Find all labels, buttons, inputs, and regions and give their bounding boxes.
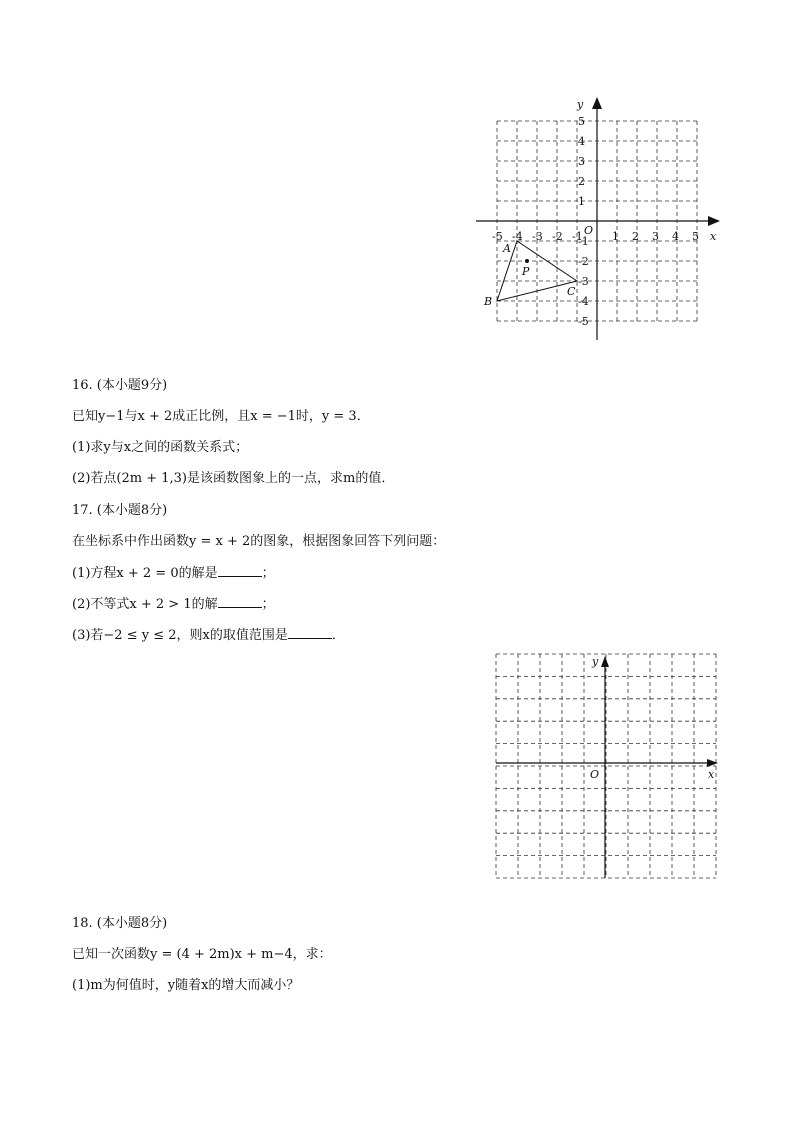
point-a-label: A — [503, 242, 511, 255]
q16-part1: (1)求y与x之间的函数关系式； — [72, 440, 249, 455]
x-tick-label: 5 — [692, 230, 699, 243]
q18-stem: 已知一次函数y = (4 + 2m)x + m−4，求： — [72, 947, 332, 962]
axes-2 — [496, 664, 712, 878]
x-tick-label: 3 — [652, 230, 659, 243]
y-tick-label: -3 — [578, 275, 589, 288]
y-axis-2-arrow — [601, 656, 609, 667]
y-tick-label: 3 — [578, 155, 585, 168]
x-tick-label: 4 — [672, 230, 679, 243]
q18-part1: (1)m为何值时，y随着x的增大而减小？ — [72, 978, 300, 993]
x-tick-label: -5 — [492, 230, 503, 243]
q17-part2-end: ； — [261, 597, 275, 612]
grid-2 — [496, 654, 716, 878]
origin-2-label: O — [590, 768, 600, 781]
q17-stem: 在坐标系中作出函数y = x + 2的图象，根据图象回答下列问题： — [72, 534, 446, 549]
x-axis-2-label: x — [708, 768, 715, 781]
y-tick-label: -4 — [578, 295, 589, 308]
y-tick-label: 1 — [578, 195, 585, 208]
x-tick-label: -3 — [532, 230, 543, 243]
x-axis-label: x — [710, 230, 717, 243]
y-axis-2-label: y — [592, 655, 599, 668]
q17-part2-text: (2)不等式x + 2 > 1的解 — [72, 597, 218, 612]
y-axis-label: y — [577, 98, 584, 111]
y-tick-label: 2 — [578, 175, 585, 188]
q16-stem: 已知y−1与x + 2成正比例，且x = −1时，y = 3． — [72, 409, 370, 424]
q16-heading: 16. (本小题9分) — [72, 378, 168, 393]
q16-part2: (2)若点(2m + 1,3)是该函数图象上的一点，求m的值． — [72, 471, 395, 486]
y-tick-label: -1 — [578, 235, 589, 248]
x-tick-label: 2 — [632, 230, 639, 243]
point-c-label: C — [567, 285, 576, 298]
point-b-label: B — [484, 295, 493, 308]
q17-part3-end: ． — [331, 628, 345, 643]
x-tick-label: -1 — [572, 230, 583, 243]
q17-part1-end: ； — [261, 566, 275, 581]
point-p-label: P — [522, 265, 530, 278]
x-tick-label: 1 — [612, 230, 619, 243]
origin-label: O — [584, 224, 594, 237]
q17-part3-text: (3)若−2 ≤ y ≤ 2，则x的取值范围是 — [72, 628, 288, 643]
x-tick-label: -2 — [552, 230, 563, 243]
y-tick-label: 5 — [578, 115, 585, 128]
y-tick-label: -5 — [578, 315, 589, 328]
y-tick-label: -2 — [578, 255, 589, 268]
y-tick-label: 4 — [578, 135, 585, 148]
q18-heading: 18. (本小题8分) — [72, 916, 168, 931]
q17-part1-text: (1)方程x + 2 = 0的解是 — [72, 566, 218, 581]
q17-heading: 17. (本小题8分) — [72, 503, 168, 518]
x-tick-label: -4 — [512, 230, 523, 243]
